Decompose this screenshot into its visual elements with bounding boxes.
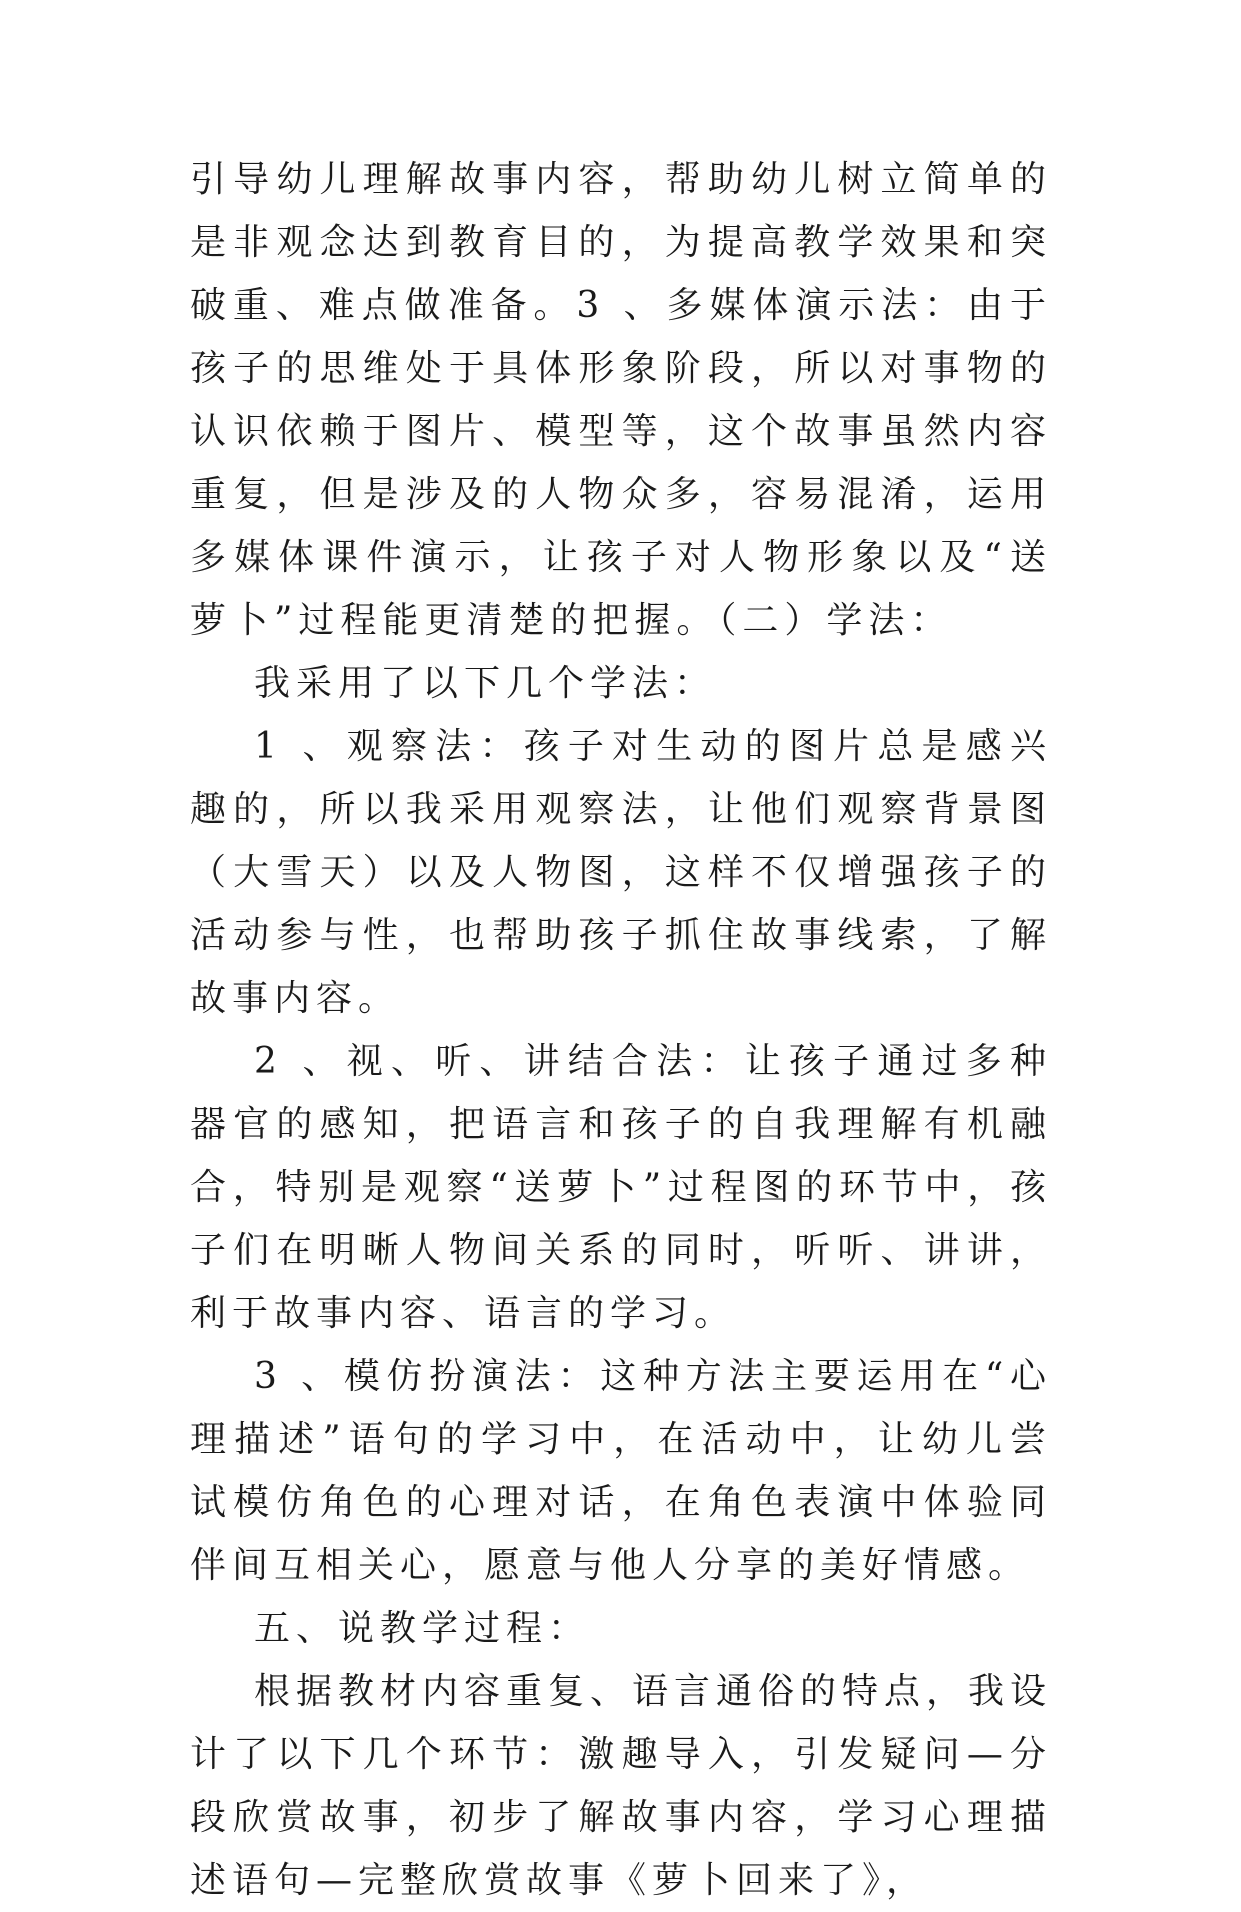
paragraph-observation-method: 1 、观察法：孩子对生动的图片总是感兴趣的，所以我采用观察法，让他们观察背景图（大雪天）以及人物图，这样不仅增强孩子的活动参与性，也帮助孩子抓住故事线索，了解故事内容。 (190, 726, 1052, 1019)
paragraph-teaching-process: 根据教材内容重复、语言通俗的特点，我设计了以下几个环节：激趣导入，引发疑问—分段欣赏故事，初步了解故事内容，学习心理描述语句—完整欣赏故事《萝卜回来了》， (190, 1671, 1053, 1901)
document-body (190, 148, 1052, 1912)
paragraph-role-play-method: 3 、模仿扮演法：这种方法主要运用在“心理描述”语句的学习中，在活动中，让幼儿尝试模仿角色的心理对话，在角色表演中体验同伴间互相关心，愿意与他人分享的美好情感。 (190, 1356, 1052, 1586)
section-heading-teaching-process: 五、说教学过程： (254, 1608, 591, 1649)
paragraph-teaching-methods: 引导幼儿理解故事内容，帮助幼儿树立简单的是非观念达到教育目的，为提高教学效果和突破重、难点做准备。3 、多媒体演示法：由于孩子的思维处于具体形象阶段，所以对事物的认识依赖于图片、模型等，这个故事虽然内容重复，但是涉及的人物众多，容易混淆，运用多媒体课件演示，让孩子对人物形象以及“送萝卜”过程能更清楚的把握。（二）学法： (190, 159, 1052, 641)
paragraph-learning-methods-intro: 我采用了以下几个学法： (254, 663, 717, 704)
paragraph-combined-method: 2 、视、听、讲结合法：让孩子通过多种器官的感知，把语言和孩子的自我理解有机融合，特别是观察“送萝卜”过程图的环节中，孩子们在明晰人物间关系的同时，听听、讲讲，利于故事内容、语言的学习。 (190, 1041, 1052, 1334)
